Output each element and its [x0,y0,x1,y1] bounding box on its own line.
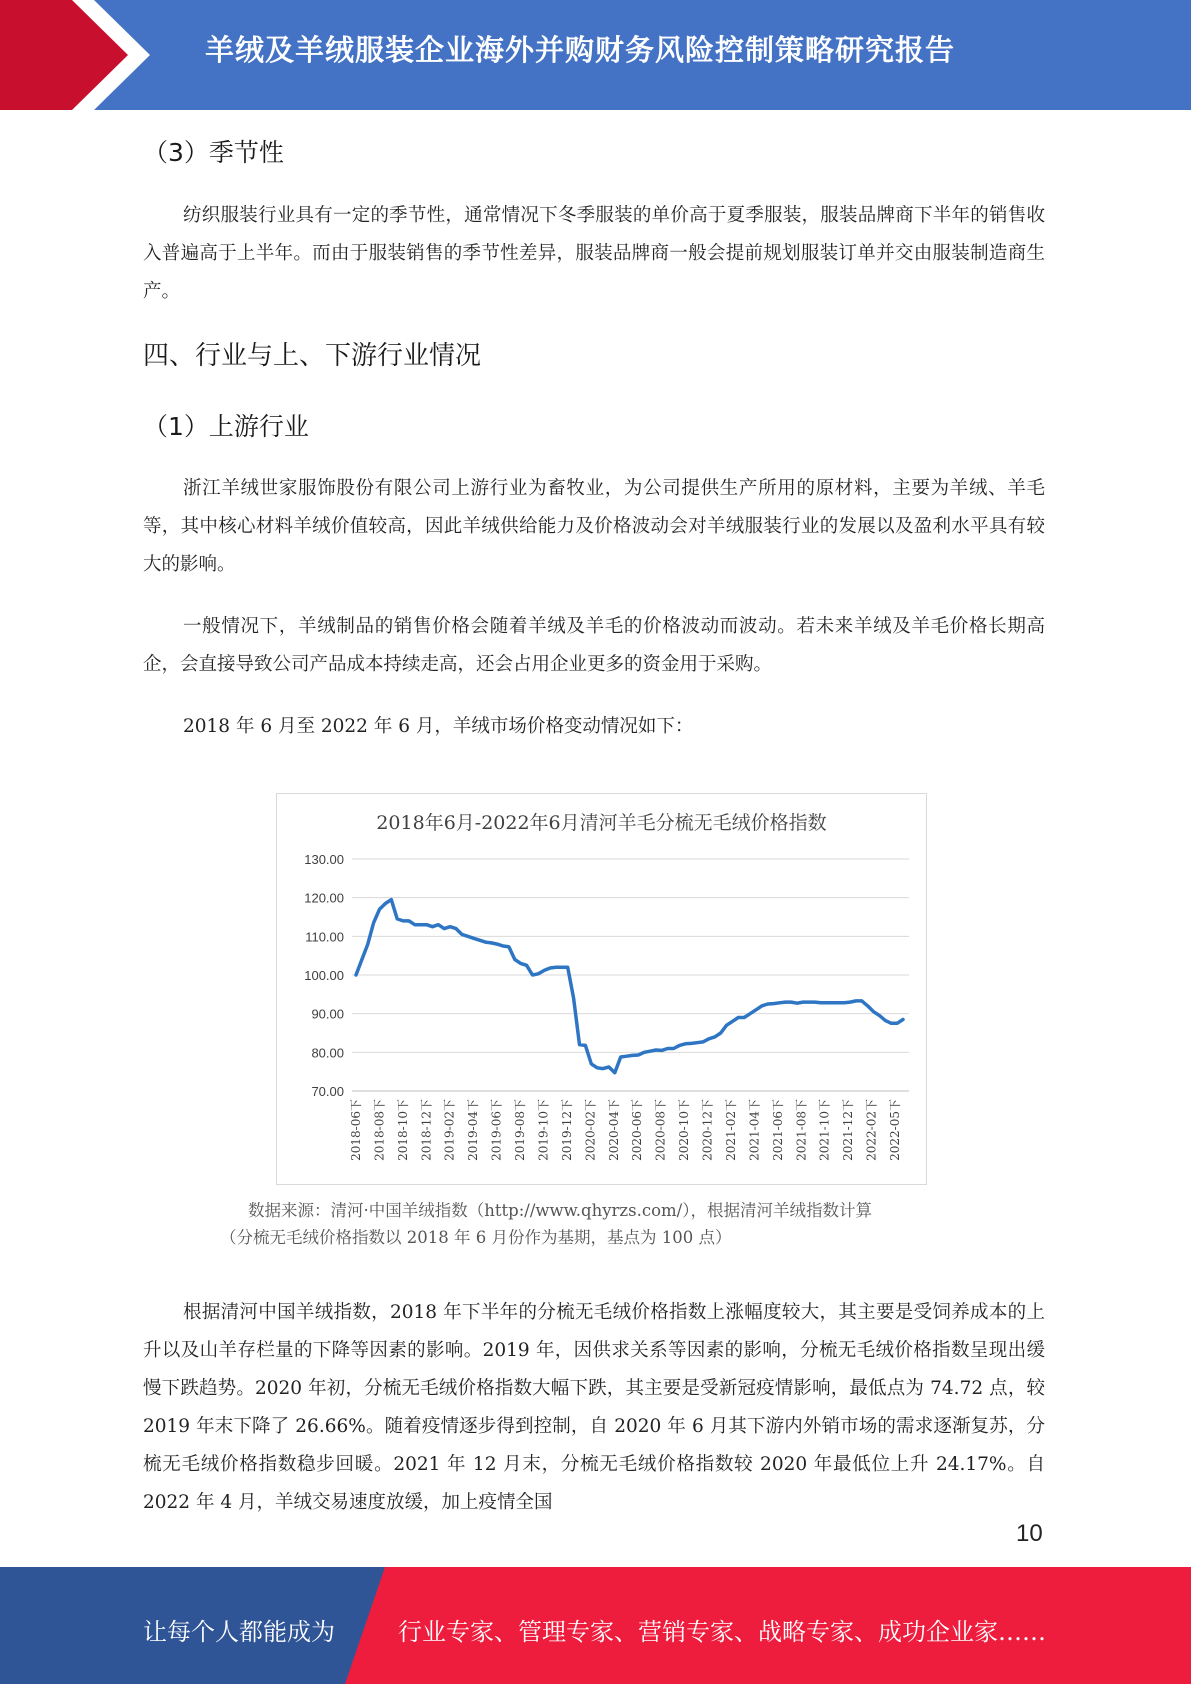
x-tick-label: 2018-06下 [349,1099,363,1161]
y-tick-label: 120.00 [304,890,344,906]
x-tick-label: 2021-04下 [747,1099,762,1161]
y-tick-label: 130.00 [304,852,344,867]
x-tick-label: 2021-02下 [723,1099,738,1161]
y-tick-label: 70.00 [311,1084,344,1099]
footer-slogan-left: 让每个人都能成为 [143,1618,335,1646]
price-index-chart [276,793,927,1185]
x-tick-label: 2020-02下 [583,1099,598,1161]
seasonality-paragraph-block [143,197,1045,311]
x-tick-label: 2019-06下 [489,1099,504,1161]
x-tick-label: 2019-08下 [513,1099,528,1161]
chart-intro-block [143,708,1045,746]
x-tick-label: 2018-12下 [419,1099,434,1161]
page-header [0,0,1191,110]
chart-intro: 2018 年 6 月至 2022 年 6 月，羊绒市场价格变动情况如下： [183,716,694,737]
footer-slogan-right: 行业专家、管理专家、营销专家、战略专家、成功企业家…… [398,1618,1046,1646]
industry-section-heading: 四、行业与上、下游行业情况 [143,341,482,371]
x-tick-label: 2020-10下 [677,1099,692,1161]
x-tick-label: 2021-12下 [841,1099,856,1161]
upstream-paragraph-2-block [143,608,1045,684]
seasonality-paragraph: 纺织服装行业具有一定的季节性，通常情况下冬季服装的单价高于夏季服装，服装品牌商下半年的销售收入普遍高于上半年。而由于服装销售的季节性差异，服装品牌商一般会提前规划服装订单并交由服装制造商生产。 [143,205,1045,302]
price-index-line [356,900,903,1073]
x-tick-label: 2019-12下 [559,1099,574,1161]
analysis-paragraph-block [143,1294,1045,1522]
x-tick-label: 2018-08下 [372,1099,387,1161]
x-tick-label: 2019-04下 [466,1099,481,1161]
x-tick-label: 2020-06下 [630,1099,645,1161]
upstream-paragraph-1-block [143,470,1045,584]
x-tick-label: 2021-06下 [770,1099,785,1161]
x-tick-label: 2022-05下 [888,1099,902,1161]
x-tick-label: 2019-10下 [536,1099,551,1161]
chart-canvas [277,794,926,1184]
upstream-heading: （1）上游行业 [143,412,309,441]
analysis-paragraph: 根据清河中国羊绒指数，2018 年下半年的分梳无毛绒价格指数上涨幅度较大，其主要是受饲养成本的上升以及山羊存栏量的下降等因素的影响。2019 年，因供求关系等因素的影响，分梳无毛绒价格指数呈现出缓慢下跌趋势。2020 年初，分梳无毛绒价格指数大幅下跌，其主要是受新冠疫情影响，最低点为 74.72 点，较 2019 年末下降了 26.66%。随着疫情逐步得到控制，自 2020 年 6 月其下游内外销市场的需求逐渐复苏，分梳无毛绒价格指数稳步回暖。2021 年 12 月末，分梳无毛绒价格指数较 2020 年最低位上升 24.17%。自 2022 年 4 月，羊绒交易速度放缓，加上疫情全国 [143,1302,1045,1513]
x-tick-label: 2020-08下 [653,1099,668,1161]
chart-title: 2018年6月-2022年6月清河羊毛分梳无毛绒价格指数 [376,812,827,834]
page-number: 10 [1016,1520,1043,1547]
y-tick-label: 100.00 [304,968,344,983]
x-tick-label: 2019-02下 [442,1099,457,1161]
report-title: 羊绒及羊绒服装企业海外并购财务风险控制策略研究报告 [205,33,956,67]
chart-source-line: 数据来源：清河·中国羊绒指数（http://www.qhyrzs.com/），根据清河羊绒指数计算 [248,1201,872,1220]
upstream-paragraph-1: 浙江羊绒世家服饰股份有限公司上游行业为畜牧业，为公司提供生产所用的原材料，主要为羊绒、羊毛等，其中核心材料羊绒价值较高，因此羊绒供给能力及价格波动会对羊绒服装行业的发展以及盈利水平具有较大的影响。 [143,478,1045,575]
x-tick-label: 2020-12下 [700,1099,715,1161]
y-tick-label: 110.00 [305,929,344,945]
x-tick-label: 2022-02下 [864,1099,879,1161]
seasonality-heading: （3）季节性 [143,138,284,167]
x-tick-label: 2021-10下 [817,1099,832,1161]
y-tick-label: 80.00 [311,1045,344,1061]
upstream-paragraph-2: 一般情况下，羊绒制品的销售价格会随着羊绒及羊毛的价格波动而波动。若未来羊绒及羊毛价格长期高企，会直接导致公司产品成本持续走高，还会占用企业更多的资金用于采购。 [143,616,1045,675]
x-tick-label: 2018-10下 [395,1099,410,1161]
y-tick-label: 90.00 [311,1006,344,1022]
x-tick-label: 2020-04下 [606,1099,621,1161]
x-tick-label: 2021-08下 [794,1099,809,1161]
chart-base-note: （分梳无毛绒价格指数以 2018 年 6 月份作为基期，基点为 100 点） [220,1228,732,1247]
